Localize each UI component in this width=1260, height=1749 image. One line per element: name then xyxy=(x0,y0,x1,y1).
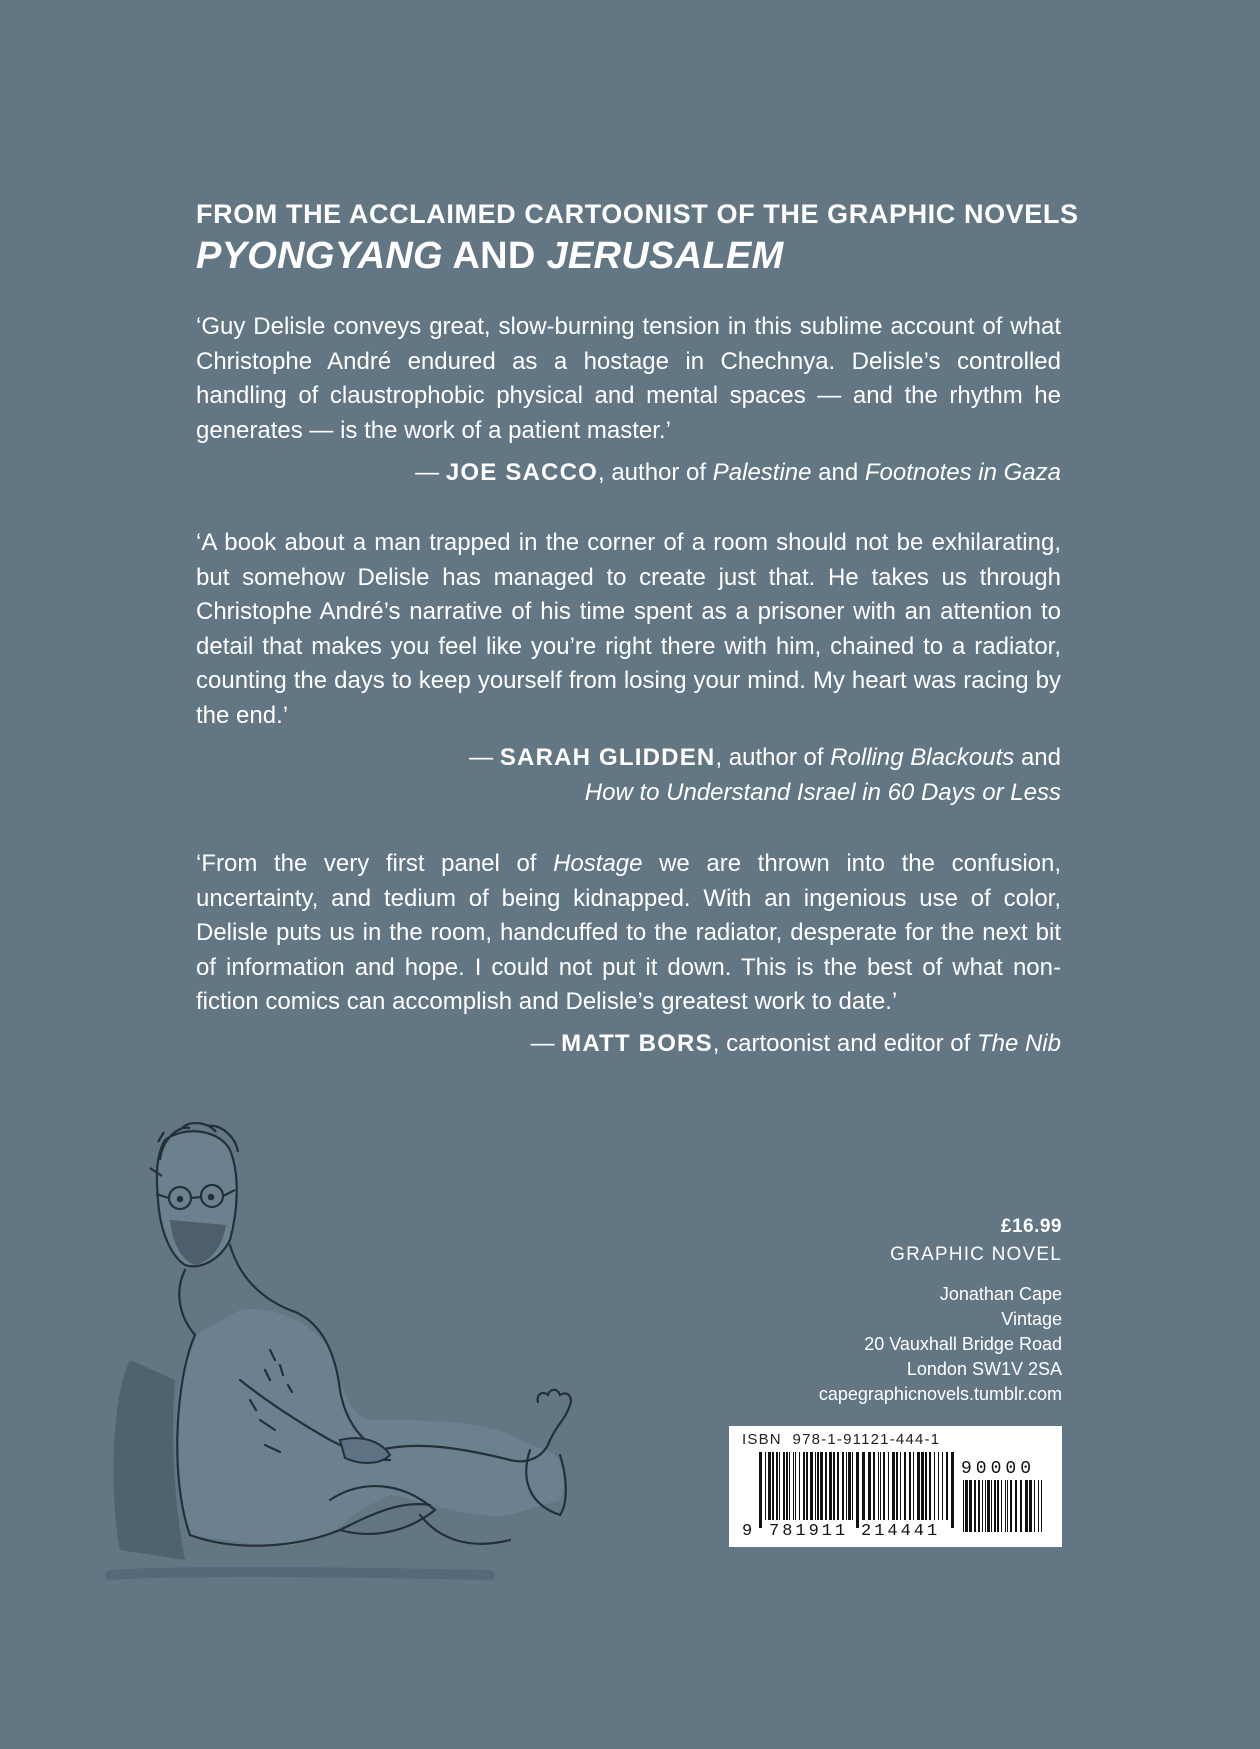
work-title: Footnotes in Gaza xyxy=(864,459,1061,486)
price: £16.99 xyxy=(1000,1216,1062,1237)
headline-conjunction: AND xyxy=(442,235,547,277)
barcode-bar xyxy=(848,1452,851,1520)
barcode-bar xyxy=(873,1452,875,1520)
barcode-bar xyxy=(759,1452,762,1528)
barcode-bar xyxy=(965,1480,968,1532)
barcode-bar xyxy=(789,1452,790,1520)
barcode-bar xyxy=(997,1480,999,1532)
barcode-bar xyxy=(942,1452,943,1520)
barcode-bar xyxy=(896,1452,898,1520)
barcode-bar xyxy=(820,1452,823,1520)
author-name: MATT BORS xyxy=(561,1030,713,1057)
barcode-bar xyxy=(815,1452,816,1520)
attribution-dash: — xyxy=(469,744,500,771)
title-pyongyang: PYONGYANG xyxy=(196,235,443,277)
barcode-bar xyxy=(978,1480,980,1532)
barcode-bar xyxy=(1041,1480,1042,1532)
genre: GRAPHIC NOVEL xyxy=(890,1244,1062,1265)
attribution-text: and xyxy=(811,459,865,486)
author-name: JOE SACCO xyxy=(445,459,598,486)
work-title: Palestine xyxy=(712,459,812,486)
barcode-bar xyxy=(1001,1480,1002,1532)
barcode-bar xyxy=(900,1452,901,1520)
barcode-bar xyxy=(969,1480,972,1532)
quote-text: we are thrown into the confusion, uncertainty, and tedium of being kidnapped. With an ingenious use of color, Delisle puts us in the room, handcuffed to the radiator, desperate for the next bit of information and hope. I could not put it down. This is the best of what non-fiction comics can accomplish and Delisle’s greatest work to date.’ xyxy=(196,850,1062,1015)
barcode-bar xyxy=(991,1480,992,1532)
barcode-bar xyxy=(833,1452,835,1520)
barcode-bar xyxy=(1015,1480,1017,1532)
barcode-bar xyxy=(817,1452,819,1520)
barcode-bar xyxy=(1005,1480,1006,1532)
barcode-bar xyxy=(880,1452,881,1520)
publisher-info xyxy=(662,1214,1062,1407)
imprint-name: Vintage xyxy=(1001,1309,1062,1329)
barcode-bar xyxy=(878,1452,879,1520)
barcode-bar xyxy=(837,1452,839,1520)
barcode-bar xyxy=(909,1452,911,1520)
barcode-bar xyxy=(883,1452,885,1520)
barcode-bar xyxy=(856,1452,859,1528)
barcode-bar xyxy=(862,1452,865,1520)
barcode-bar xyxy=(1007,1480,1008,1532)
seated-man-illustration xyxy=(90,1120,610,1600)
headline-line1: FROM THE ACCLAIMED CARTOONIST OF THE GRAPHIC NOVELS xyxy=(196,199,1079,229)
barcode-bar xyxy=(929,1452,931,1520)
work-title-hostage: Hostage xyxy=(553,850,643,877)
barcode-bar xyxy=(938,1452,939,1520)
head xyxy=(150,1123,238,1266)
barcode-bar xyxy=(951,1452,954,1528)
author-name: SARAH GLIDDEN xyxy=(499,744,716,771)
barcode-bar xyxy=(974,1480,976,1532)
quote-bors xyxy=(196,847,1061,1020)
barcode-bar xyxy=(987,1480,990,1532)
barcode-bar xyxy=(793,1452,794,1520)
barcode-bar xyxy=(846,1452,847,1520)
barcode-bar xyxy=(917,1452,920,1520)
barcode-bar xyxy=(795,1452,796,1520)
barcode-bar xyxy=(779,1452,780,1520)
headline xyxy=(196,196,1096,280)
publisher-name: Jonathan Cape xyxy=(939,1284,1062,1304)
barcode-bar xyxy=(925,1452,927,1520)
barcode-bar xyxy=(1038,1480,1039,1532)
addon-barcode-bars xyxy=(961,1480,1049,1540)
barcode-bar xyxy=(806,1452,808,1520)
barcode-bar xyxy=(1025,1480,1028,1532)
barcode-bar xyxy=(946,1452,948,1520)
website: capegraphicnovels.tumblr.com xyxy=(818,1384,1062,1404)
barcode-bar xyxy=(810,1452,813,1520)
barcode-bar xyxy=(985,1480,986,1532)
barcode-addon-digits: 90000 xyxy=(961,1459,1036,1479)
ean-barcode-bars xyxy=(757,1452,957,1528)
barcode-bar xyxy=(963,1480,964,1532)
attribution-text: and xyxy=(1014,744,1061,771)
barcode-right-digits: 214441 xyxy=(861,1522,941,1541)
barcode-bar xyxy=(921,1452,924,1520)
barcode-bar xyxy=(783,1452,785,1520)
work-title: The Nib xyxy=(976,1030,1061,1057)
barcode-bar xyxy=(765,1452,766,1520)
barcode-first-digit: 9 xyxy=(742,1522,756,1541)
attribution-text: , author of xyxy=(715,744,831,771)
barcode-bar xyxy=(904,1452,906,1520)
attribution-dash: — xyxy=(530,1030,562,1057)
work-title: How to Understand Israel in 60 Days or Less xyxy=(584,778,1061,806)
quote-text: ‘From the very first panel of xyxy=(196,850,554,877)
barcode-bar xyxy=(825,1452,827,1520)
publisher-address xyxy=(662,1282,1062,1407)
barcode xyxy=(729,1426,1062,1547)
headline-line2 xyxy=(196,232,1096,280)
barcode-bar xyxy=(842,1452,844,1520)
barcode-bar xyxy=(786,1452,788,1520)
attribution-dash: — xyxy=(415,459,446,486)
work-title: Rolling Blackouts xyxy=(830,744,1015,771)
isbn-label: ISBN 978-1-91121-444-1 xyxy=(742,1431,941,1448)
barcode-bar xyxy=(994,1480,996,1532)
barcode-bar xyxy=(982,1480,983,1532)
barcode-bar xyxy=(776,1452,778,1520)
address-line2: London SW1V 2SA xyxy=(906,1359,1062,1379)
barcode-bar xyxy=(1020,1480,1022,1532)
barcode-bar xyxy=(888,1452,889,1520)
barcode-bar xyxy=(772,1452,774,1520)
barcode-bar xyxy=(799,1452,800,1520)
barcode-bar xyxy=(1029,1480,1032,1532)
attribution-bors xyxy=(161,1027,1061,1062)
barcode-bar xyxy=(1034,1480,1035,1532)
address-line1: 20 Vauxhall Bridge Road xyxy=(864,1334,1062,1354)
title-jerusalem: JERUSALEM xyxy=(546,235,784,277)
quote-sacco: ‘Guy Delisle conveys great, slow-burning tension in this sublime account of what Christophe André endured as a hostage in Chechnya. Delisle’s controlled handling of claustrophobic physical and mental spaces — and the rhythm he generates — is the work of a patient master.’ xyxy=(196,313,1061,444)
barcode-bar xyxy=(1010,1480,1012,1532)
barcode-bar xyxy=(803,1452,805,1520)
barcode-bar xyxy=(892,1452,895,1520)
barcode-bar xyxy=(934,1452,935,1520)
attribution-text: , cartoonist and editor of xyxy=(712,1030,977,1057)
barcode-bar xyxy=(852,1452,853,1520)
barcode-bar xyxy=(829,1452,832,1520)
barcode-bar xyxy=(768,1452,771,1520)
attribution-text: , author of xyxy=(598,459,713,486)
quote-glidden: ‘A book about a man trapped in the corner of a room should not be exhilarating, but somehow Delisle has managed to create just that. He takes us through Christophe André’s narrative of his time spent as a prisoner with an attention to detail that makes you feel like you’re right there with him, chained to a radiator, counting the days to keep yourself from losing your mind. My heart was racing by the end.’ xyxy=(196,529,1061,729)
barcode-left-digits: 781911 xyxy=(769,1522,849,1541)
attribution-sacco xyxy=(161,456,1061,491)
barcode-bar xyxy=(913,1452,914,1520)
barcode-bar xyxy=(868,1452,871,1520)
attribution-glidden xyxy=(161,741,1061,810)
